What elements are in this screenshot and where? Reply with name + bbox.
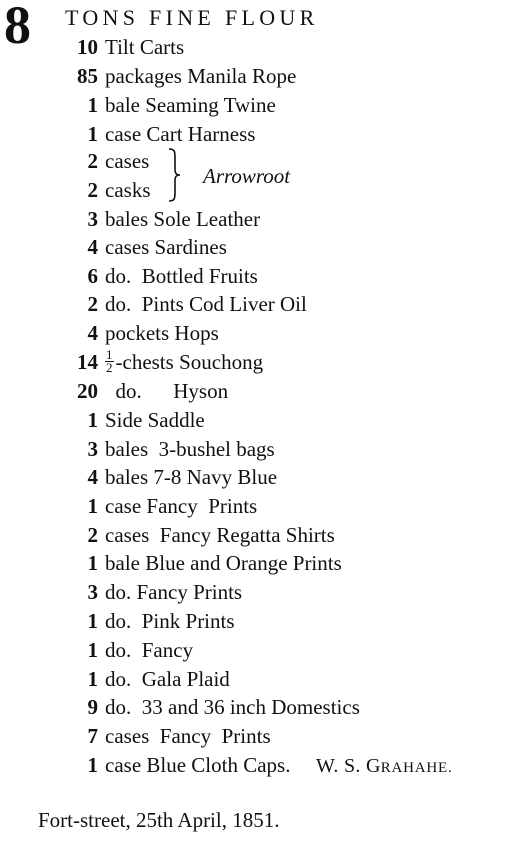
item-quantity: 7 [87, 724, 98, 748]
item-quantity: 6 [87, 264, 98, 288]
half-fraction [105, 349, 114, 374]
dateline: Fort-street, 25th April, 1851. [38, 808, 280, 832]
item-quantity: 2 [87, 149, 98, 173]
item-description: do. 33 and 36 inch Domestics [105, 695, 360, 719]
fraction-denominator: 2 [106, 360, 113, 375]
item-description: cases Fancy Regatta Shirts [105, 523, 335, 547]
item-description: do. Pints Cod Liver Oil [105, 292, 307, 316]
item-description: cases Fancy Prints [105, 724, 271, 748]
item-quantity: 2 [87, 292, 98, 316]
item-quantity: 2 [87, 178, 98, 202]
item-description: do. Hyson [105, 379, 229, 403]
fraction-numerator: 1 [106, 347, 113, 362]
item-description: case Blue Cloth Caps. [105, 753, 291, 777]
item-quantity: 1 [87, 494, 98, 518]
item-quantity: 85 [77, 64, 98, 88]
item-description: bales Sole Leather [105, 207, 261, 231]
item-description: bales 3-bushel bags [105, 437, 275, 461]
item-description: bales 7-8 Navy Blue [105, 465, 278, 489]
item-quantity: 3 [87, 580, 98, 604]
headline-text: TONS FINE FLOUR [65, 5, 319, 30]
item-quantity: 14 [77, 350, 98, 374]
item-description: Side Saddle [105, 408, 205, 432]
item-quantity: 20 [77, 379, 98, 403]
signature-surname: RAHAHE. [380, 760, 453, 776]
item-quantity: 3 [87, 437, 98, 461]
headline-number: 8 [4, 0, 31, 55]
item-description: pockets Hops [105, 321, 219, 345]
item-quantity: 4 [87, 321, 98, 345]
item-description: packages Manila Rope [105, 64, 297, 88]
item-description: -chests Souchong [115, 350, 264, 374]
item-quantity: 1 [87, 551, 98, 575]
item-description: case Fancy Prints [105, 494, 258, 518]
item-quantity: 9 [87, 695, 98, 719]
item-description: do. Gala Plaid [105, 667, 230, 691]
item-quantity: 1 [87, 753, 98, 777]
item-quantity: 1 [87, 609, 98, 633]
arrowroot-group [0, 147, 526, 205]
item-description: do. Bottled Fruits [105, 264, 258, 288]
signature [316, 753, 453, 781]
item-quantity: 10 [77, 35, 98, 59]
item-description: cases Sardines [105, 235, 227, 259]
curly-brace-icon [167, 148, 181, 202]
item-description: do. Fancy [105, 638, 194, 662]
item-quantity: 1 [87, 667, 98, 691]
signature-initials: W. S. G [316, 755, 381, 777]
item-quantity: 1 [87, 93, 98, 117]
item-quantity: 1 [87, 638, 98, 662]
item-quantity: 4 [87, 465, 98, 489]
item-description: case Cart Harness [105, 122, 256, 146]
arrowroot-label: Arrowroot [203, 164, 291, 188]
item-quantity: 1 [87, 122, 98, 146]
item-description-with-fraction [105, 348, 263, 376]
item-description: bale Seaming Twine [105, 93, 276, 117]
item-quantity: 2 [87, 523, 98, 547]
item-quantity: 4 [87, 235, 98, 259]
item-description: bale Blue and Orange Prints [105, 551, 342, 575]
item-description: Tilt Carts [105, 35, 185, 59]
item-description: cases [105, 149, 150, 173]
item-description: casks [105, 178, 151, 202]
item-quantity: 3 [87, 207, 98, 231]
item-quantity: 1 [87, 408, 98, 432]
item-description: do. Pink Prints [105, 609, 235, 633]
item-description: do. Fancy Prints [105, 580, 243, 604]
